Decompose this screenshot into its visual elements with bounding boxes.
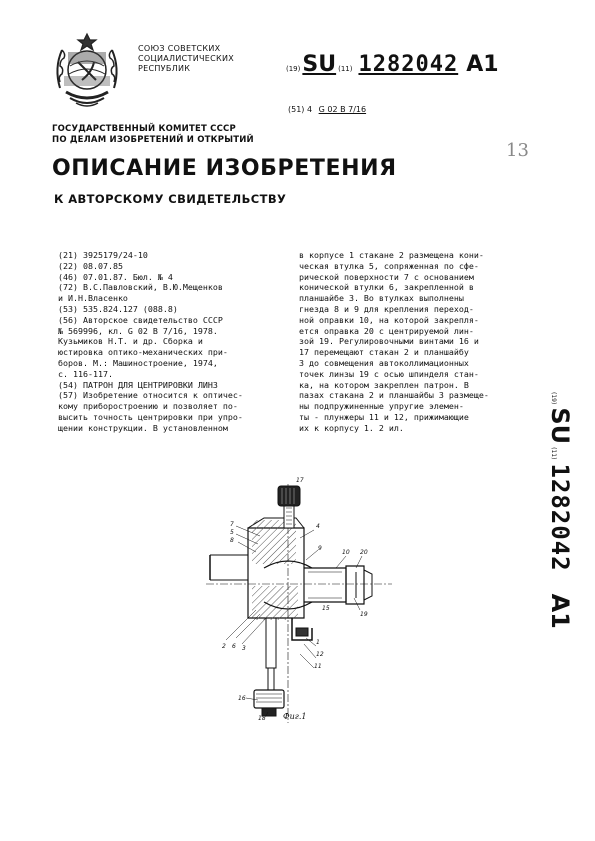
label-18: 18: [258, 715, 266, 722]
biblio-line: (21) 3925179/24-10: [58, 250, 148, 260]
biblio-line: с. 116-117.: [58, 368, 113, 379]
abstract-line: планшайбе 3. Во втулках выполнены: [299, 293, 464, 304]
vertical-kind: A1: [546, 593, 574, 629]
union-line-1: СОЮЗ СОВЕТСКИХ: [138, 44, 221, 53]
code-11: (11): [338, 65, 353, 73]
abstract-line: ческая втулка 5, сопряженная по сфе-: [299, 260, 479, 271]
abstract-line: (57) Изобретение относится к оптичес-: [58, 390, 243, 401]
publication-number: [286, 52, 499, 77]
label-10: 10: [342, 549, 350, 556]
label-5: 5: [230, 529, 234, 536]
kind-code: A1: [466, 52, 499, 77]
country-name: [138, 44, 234, 74]
abstract-line: ется оправка 20 с центрируемой лин-: [299, 325, 474, 336]
abstract-line: высить точность центрировки при упро-: [58, 411, 243, 422]
document-title: ОПИСАНИЕ ИЗОБРЕТЕНИЯ: [52, 156, 397, 181]
biblio-line: (54) ПАТРОН ДЛЯ ЦЕНТРИРОВКИ ЛИНЗ: [58, 379, 218, 390]
biblio-line: (56) Авторское свидетельство СССР: [58, 314, 223, 325]
country-code: SU: [302, 52, 337, 77]
vertical-publication-number: [538, 392, 574, 682]
abstract-line: кому приборостроению и позволяет по-: [58, 401, 238, 412]
union-line-3: РЕСПУБЛИК: [138, 64, 191, 73]
label-3: 3: [242, 645, 246, 652]
abstract-line: их к корпусу 1. 2 ил.: [299, 422, 404, 433]
committee: [52, 124, 254, 146]
label-19: 19: [360, 611, 368, 618]
label-17: 17: [296, 477, 304, 484]
abstract-line: ной оправки 10, на которой закрепля-: [299, 314, 479, 325]
abstract-line: гнезда 8 и 9 для крепления переход-: [299, 303, 474, 314]
bibliographic-column: [58, 250, 296, 434]
abstract-line: 17 перемещают стакан 2 и планшайбу: [299, 347, 469, 358]
code-19: (19): [286, 65, 301, 73]
committee-line-1: ГОСУДАРСТВЕННЫЙ КОМИТЕТ СССР: [52, 124, 236, 134]
abstract-line: ны подпружиненные упругие элемен-: [299, 401, 464, 412]
patent-number: 1282042: [358, 52, 459, 77]
abstract-line: рической поверхности 7 с основанием: [299, 271, 474, 282]
abstract-line: конической втулки 6, закрепленной в: [299, 282, 474, 293]
abstract-line: пазах стакана 2 и планшайбы 3 размеще-: [299, 390, 489, 401]
biblio-line: юстировка оптико-механических при-: [58, 347, 228, 358]
label-6: 6: [232, 643, 236, 650]
biblio-line: Кузьмиков Н.Т. и др. Сборка и: [58, 336, 203, 347]
label-20: 20: [360, 549, 368, 556]
label-4: 4: [316, 523, 320, 530]
biblio-line: и И.Н.Власенко: [58, 293, 128, 304]
abstract-line: точек линзы 19 с осью шпинделя стан-: [299, 368, 479, 379]
vertical-patent-number: 1282042: [546, 463, 574, 572]
abstract-line: щении конструкции. В установленном: [58, 422, 228, 433]
biblio-line: боров. М.: Машиностроение, 1974,: [58, 357, 218, 368]
abstract-line: зой 19. Регулировочными винтами 16 и: [299, 336, 479, 347]
union-line-2: СОЦИАЛИСТИЧЕСКИХ: [138, 54, 235, 63]
label-7: 7: [230, 521, 234, 528]
label-12: 12: [316, 651, 324, 658]
abstract-line: в корпусе 1 стакане 2 размещена кони-: [299, 250, 484, 260]
vertical-country: SU: [546, 407, 574, 445]
abstract-line: ты - плунжеры 11 и 12, прижимающие: [299, 411, 469, 422]
biblio-line: (46) 07.01.87. Бюл. № 4: [58, 271, 173, 282]
vertical-code-11: (11): [550, 447, 557, 460]
lens-chuck-drawing: [196, 468, 396, 730]
label-11: 11: [314, 663, 322, 670]
biblio-line: (72) В.С.Павловский, В.Ю.Мещенков: [58, 282, 223, 293]
ipc-prefix: (51) 4: [288, 105, 313, 114]
label-2: 2: [222, 643, 226, 650]
ipc-classification: [288, 105, 366, 114]
committee-line-2: ПО ДЕЛАМ ИЗОБРЕТЕНИЙ И ОТКРЫТИЙ: [52, 135, 254, 145]
handwritten-mark: 13: [506, 140, 529, 161]
label-1: 1: [316, 639, 320, 646]
document-subtitle: К АВТОРСКОМУ СВИДЕТЕЛЬСТВУ: [54, 192, 287, 206]
biblio-line: № 569996, кл. G 02 B 7/16, 1978.: [58, 325, 218, 336]
abstract-column: [299, 250, 523, 434]
abstract-line: 3 до совмещения автоколлимационных: [299, 357, 469, 368]
ussr-emblem: [48, 28, 126, 112]
label-9: 9: [318, 545, 322, 552]
label-15: 15: [322, 605, 330, 612]
biblio-line: (22) 08.07.85: [58, 260, 123, 271]
figure-caption: Фиг.1: [283, 712, 307, 721]
ipc-code: G 02 B 7/16: [318, 105, 367, 114]
label-8: 8: [230, 537, 234, 544]
vertical-code-19: (19): [550, 392, 557, 405]
label-16: 16: [238, 695, 246, 702]
abstract-line: ка, на котором закреплен патрон. В: [299, 379, 469, 390]
biblio-line: (53) 535.824.127 (088.8): [58, 303, 178, 314]
